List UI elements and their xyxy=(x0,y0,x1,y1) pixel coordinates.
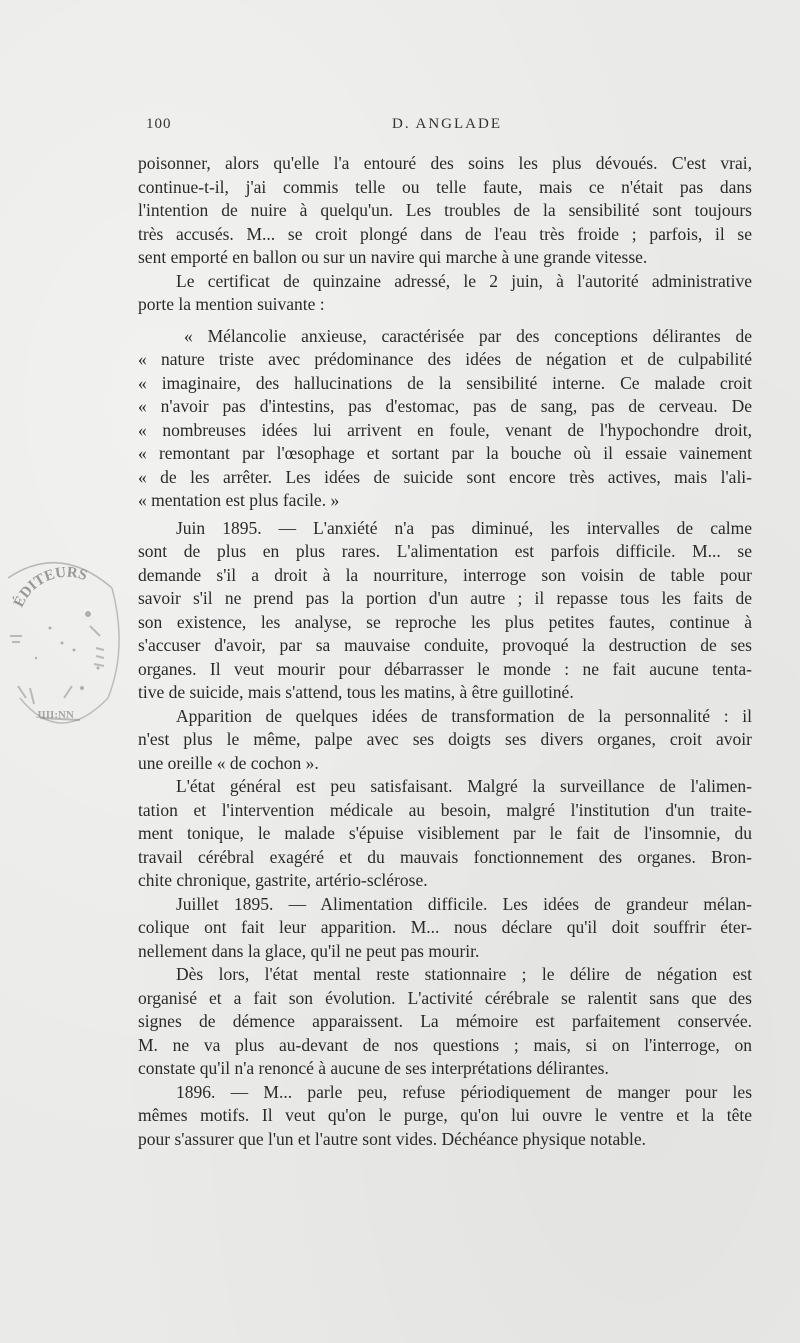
text-line: 1896. — M... parle peu, refuse périodiquement de manger pour les xyxy=(176,1081,752,1102)
text-line: « remontant par l'œsophage et sortant par la bouche où il essaie vainement xyxy=(138,443,752,463)
text-line: « de les arrêter. Les idées de suicide sont encore très actives, mais l'ali- xyxy=(138,466,752,487)
text-line: signes de démence apparaissent. La mémoire est parfaitement conservée. xyxy=(138,1011,752,1031)
text-line: « n'avoir pas d'intestins, pas d'estomac, pas de sang, pas de cerveau. De xyxy=(138,396,752,416)
text-line: tive de suicide, mais s'attend, tous les matins, à être guillotiné. xyxy=(138,682,574,702)
text-line: Juin 1895. — L'anxiété n'a pas diminué, les intervalles de calme xyxy=(176,517,752,538)
text-line: L'état général est peu satisfaisant. Malgré la surveillance de l'alimen- xyxy=(176,776,752,796)
text-line: ment tonique, le malade s'épuise visiblement par le fait de l'insomnie, du xyxy=(138,823,752,843)
page-number: 100 xyxy=(146,116,172,132)
text-line: continue-t-il, j'ai commis telle ou telle faute, mais ce n'était pas dans xyxy=(138,176,752,197)
text-line: poisonner, alors qu'elle l'a entouré des soins les plus dévoués. C'est vrai, xyxy=(138,153,752,173)
text-line: organisé et a fait son évolution. L'activité cérébrale se ralentit sans que des xyxy=(138,987,752,1008)
text-line: n'est plus le même, palpe avec ses doigts ses divers organes, croit avoir xyxy=(138,729,752,749)
text-line: Juillet 1895. — Alimentation difficile. Les idées de grandeur mélan- xyxy=(176,893,752,914)
text-line: très accusés. M... se croit plongé dans de l'eau très froide ; parfois, il se xyxy=(138,223,752,244)
text-line: Le certificat de quinzaine adressé, le 2 juin, à l'autorité administrative xyxy=(176,270,752,291)
text-line: mêmes motifs. Il veut qu'on le purge, qu'on lui ouvre le ventre et la tête xyxy=(138,1105,752,1125)
text-line: s'accuser d'avoir, par sa mauvaise conduite, provoqué la destruction de ses xyxy=(138,635,752,655)
library-stamp-graphic xyxy=(0,548,120,744)
text-line: Dès lors, l'état mental reste stationnaire ; le délire de négation est xyxy=(176,964,752,984)
text-line: travail cérébral exagéré et du mauvais fonctionnement des organes. Bron- xyxy=(138,846,752,867)
text-line: l'intention de nuire à quelqu'un. Les troubles de la sensibilité sont toujours xyxy=(138,200,752,220)
text-line: pour s'assurer que l'un et l'autre sont vides. Déchéance physique notable. xyxy=(138,1128,647,1149)
text-line: « nombreuses idées lui arrivent en foule, venant de l'hypochondre droit, xyxy=(138,419,752,440)
text-line: organes. Il veut mourir pour débarrasser le monde : ne fait aucune tenta- xyxy=(138,658,752,679)
text-line: demande s'il a droit à la nourriture, interroge son voisin de table pour xyxy=(138,564,752,585)
text-line: une oreille « de cochon ». xyxy=(138,752,319,773)
text-line: son existence, les analyse, se reproche les plus petites fautes, continue à xyxy=(138,611,752,632)
text-line: nellement dans la glace, qu'il ne peut pas mourir. xyxy=(138,940,480,961)
stamp-text: ÉDITEURS xyxy=(10,564,89,610)
text-line: tation et l'intervention médicale au besoin, malgré l'institution d'un traite- xyxy=(138,799,752,820)
text-line: sont de plus en plus rares. L'alimentation est parfois difficile. M... se xyxy=(138,541,752,561)
text-line: sent emporté en ballon ou sur un navire qui marche à une grande vitesse. xyxy=(138,247,648,267)
text-line: Apparition de quelques idées de transformation de la personnalité : il xyxy=(176,705,752,726)
body-text xyxy=(138,152,752,1151)
library-stamp xyxy=(0,548,120,744)
running-head-author: D. ANGLADE xyxy=(392,116,502,132)
text-line: porte la mention suivante : xyxy=(138,294,325,314)
text-line: constate qu'il n'a renoncé à aucune de ses interprétations délirantes. xyxy=(138,1058,609,1078)
text-line: « nature triste avec prédominance des idées de négation et de culpabilité xyxy=(138,349,752,369)
text-line: « imaginaire, des hallucinations de la sensibilité interne. Ce malade croit xyxy=(138,372,752,393)
svg-text:JIII:NN: JIII:NN xyxy=(36,709,74,721)
text-line: savoir s'il ne prend pas la portion d'un autre ; il repasse tous les faits de xyxy=(138,588,752,608)
text-line: « Mélancolie anxieuse, caractérisée par des conceptions délirantes de xyxy=(184,325,752,346)
text-line: M. ne va plus au-devant de nos questions ; mais, si on l'interroge, on xyxy=(138,1034,752,1055)
text-line: chite chronique, gastrite, artério-sclérose. xyxy=(138,870,428,890)
text-line: « mentation est plus facile. » xyxy=(138,490,340,510)
text-line: colique ont fait leur apparition. M... nous déclare qu'il doit souffrir éter- xyxy=(138,917,752,937)
running-head xyxy=(0,116,800,138)
